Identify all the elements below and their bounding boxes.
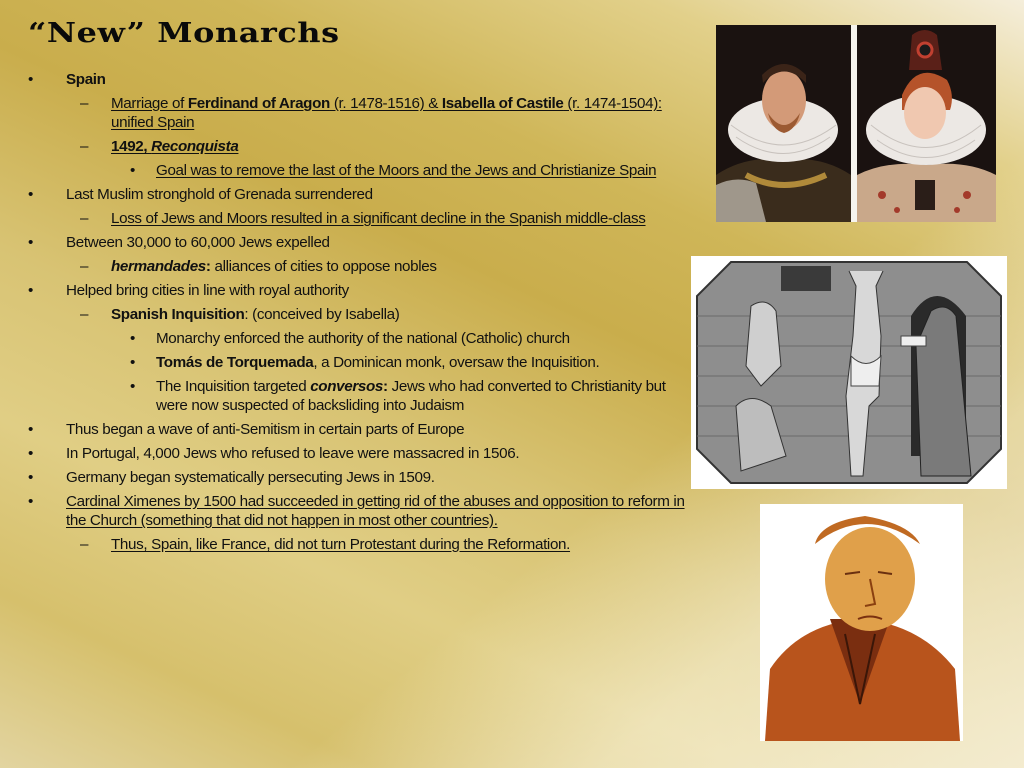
text-segment: : [205,258,211,275]
text-segment: Germany began systematically persecuting Jews in 1509. [66,469,435,486]
bullet-item-level-2 [0,137,700,156]
dash-marker-icon: – [80,258,89,275]
bullet-marker-icon: • [28,445,33,462]
text-segment: Cardinal Ximenes by 1500 had succeeded in getting rid of the abuses and opposition to reform in the Church (something that did not happen in most other countries). [66,493,685,529]
bullet-text [66,445,519,462]
text-segment: Loss of Jews and Moors resulted in a significant decline in the Spanish middle-class [111,210,646,227]
text-segment: Marriage of [111,95,188,112]
bullet-item-level-3 [0,161,700,180]
bullet-text [111,138,238,155]
bullet-item-level-2 [0,94,700,132]
text-segment: : [383,378,388,395]
bullet-item-level-1 [0,492,700,530]
bullet-item-level-2 [0,535,700,554]
bullet-marker-icon: • [130,330,135,347]
text-segment: Isabella of Castile [441,95,564,112]
text-segment: Between 30,000 to 60,000 Jews expelled [66,234,330,251]
text-segment: Tomás de Torquemada [156,354,314,371]
bullet-item-level-1 [0,420,700,439]
text-segment: Thus, Spain, like France, did not turn Protestant during the Reformation. [111,536,571,553]
bullet-text [66,282,349,299]
text-segment: Reconquista [151,138,239,155]
bullet-text [66,469,435,486]
bullet-item-level-2 [0,305,700,324]
dash-marker-icon: – [80,210,89,227]
text-segment: Monarchy enforced the authority of the national (Catholic) church [156,330,570,347]
bullet-marker-icon: • [28,282,33,299]
bullet-item-level-1 [0,444,700,463]
text-segment: (r. 1474-1504): unified Spain [111,95,662,131]
bullet-item-level-1 [0,468,700,487]
bullet-marker-icon: • [28,469,33,486]
text-segment: The Inquisition targeted [156,378,311,395]
dash-marker-icon: – [80,95,89,112]
bullet-item-level-3 [0,377,700,415]
torquemada-portrait [760,504,963,741]
text-segment: alliances of cities to oppose nobles [210,258,437,275]
dash-marker-icon: – [80,536,89,553]
text-segment: (r. 1478-1516) & [329,95,442,112]
text-segment: Goal was to remove the last of the Moors and the Jews and Christianize Spain [156,162,657,179]
bullet-marker-icon: • [130,354,135,371]
text-segment: : (conceived by Isabella) [244,306,400,323]
text-segment: , a Dominican monk, oversaw the Inquisition. [313,354,600,371]
text-segment: Spain [66,71,106,88]
bullet-text [111,258,437,275]
dash-marker-icon: – [80,138,89,155]
bullet-item-level-2 [0,257,700,276]
bullet-text [66,234,330,251]
bullet-marker-icon: • [28,234,33,251]
text-segment: Jews who had converted to Christianity but were now suspected of backsliding into Judaism [156,378,666,414]
bullet-text [156,162,656,179]
slide-title: “New” Monarchs [28,18,340,49]
bullet-item-level-1 [0,233,700,252]
text-segment: Ferdinand of Aragon [187,95,330,112]
text-segment: hermandades [111,258,206,275]
bullet-text [111,95,662,131]
isabella-portrait [857,25,996,222]
text-segment: conversos [310,378,384,395]
inquisition-engraving [691,256,1007,489]
bullet-text [66,493,685,529]
bullet-text [111,306,399,323]
bullet-marker-icon: • [28,493,33,510]
bullet-text [156,354,599,371]
bullet-marker-icon: • [28,186,33,203]
text-segment: Helped bring cities in line with royal authority [66,282,349,299]
bullet-item-level-2 [0,209,700,228]
bullet-text [156,378,666,414]
bullet-item-level-1 [0,185,700,204]
text-segment: Last Muslim stronghold of Grenada surrendered [66,186,373,203]
dash-marker-icon: – [80,306,89,323]
bullet-marker-icon: • [130,162,135,179]
bullet-text [156,330,570,347]
text-segment: Spanish Inquisition [111,306,245,323]
bullet-marker-icon: • [130,378,135,395]
bullet-item-level-1 [0,70,700,89]
bullet-text [66,186,373,203]
portrait-divider [851,25,857,222]
bullet-marker-icon: • [28,71,33,88]
bullet-list [0,70,700,559]
bullet-item-level-3 [0,353,700,372]
bullet-text [66,71,106,88]
ferdinand-portrait [716,25,851,222]
text-segment: In Portugal, 4,000 Jews who refused to leave were massacred in 1506. [66,445,520,462]
bullet-item-level-1 [0,281,700,300]
bullet-text [111,536,570,553]
text-segment: 1492, [111,138,152,155]
text-segment: Thus began a wave of anti-Semitism in certain parts of Europe [66,421,465,438]
bullet-item-level-3 [0,329,700,348]
bullet-text [111,210,646,227]
bullet-text [66,421,464,438]
bullet-marker-icon: • [28,421,33,438]
